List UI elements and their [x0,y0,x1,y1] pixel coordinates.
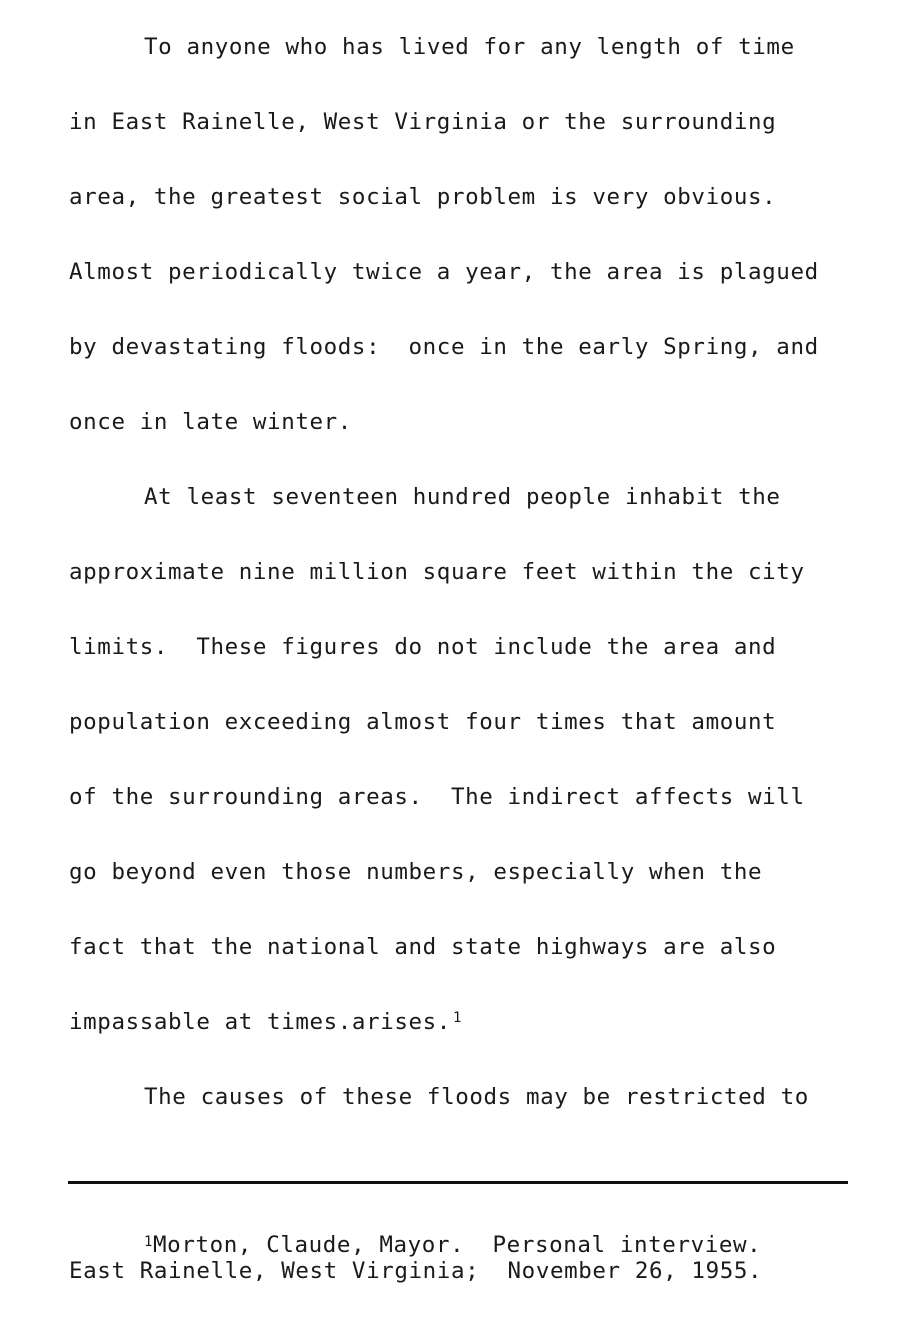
text-line: once in late winter. [69,409,352,435]
footnote-reference: 1 [452,1010,462,1026]
footnote-text: Morton, Claude, Mayor. Personal interview. [153,1232,762,1258]
footnote-line [144,1232,761,1261]
text-line: area, the greatest social problem is very obvious. [69,184,777,210]
text-line: Almost periodically twice a year, the area is plagued [69,259,819,285]
text-line: by devastating floods: once in the early Spring, and [69,334,819,360]
text-line: impassable at times.arises. [69,1009,451,1035]
text-line-with-footnote [69,1007,462,1037]
text-line: limits. These figures do not include the area and [69,634,777,660]
text-line: population exceeding almost four times that amount [69,709,777,735]
footnote-divider [68,1181,848,1184]
text-line: At least seventeen hundred people inhabit the [144,484,781,510]
text-line: in East Rainelle, West Virginia or the surrounding [69,109,777,135]
text-line: fact that the national and state highways are also [69,934,777,960]
text-line: go beyond even those numbers, especially when the [69,859,763,885]
text-line: approximate nine million square feet within the city [69,559,805,585]
text-line: The causes of these floods may be restricted to [144,1084,809,1110]
footnote-marker: 1 [144,1234,154,1250]
text-line: To anyone who has lived for any length of time [144,34,795,60]
footnote-line: East Rainelle, West Virginia; November 26, 1955. [69,1258,763,1284]
text-line: of the surrounding areas. The indirect affects will [69,784,805,810]
